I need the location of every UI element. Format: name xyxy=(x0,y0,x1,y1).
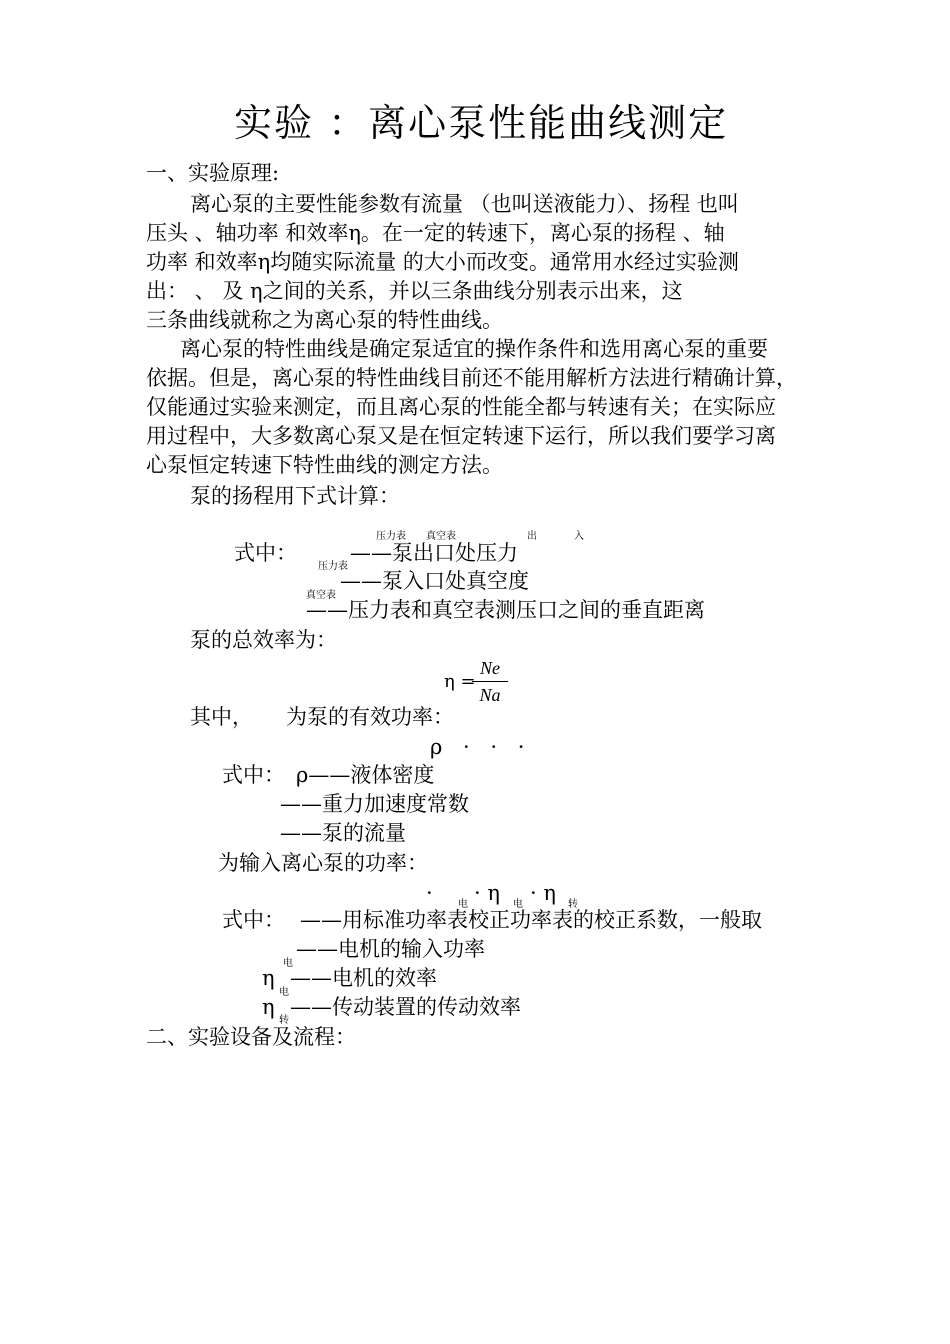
subscript-pressure-gauge: 压力表 xyxy=(318,561,348,572)
efficiency-fraction xyxy=(472,658,508,706)
text-line: 用过程中，大多数离心泵又是在恒定转速下运行，所以我们要学习离 xyxy=(146,424,776,448)
effective-power-desc: 为泵的有效功率： xyxy=(286,705,454,729)
subscript-transmission: 转 xyxy=(279,1015,289,1026)
head-formula-intro: 泵的扬程用下式计算： xyxy=(190,484,400,508)
eta-transmission-symbol: η xyxy=(262,995,275,1019)
section-heading-principle: 一、实验原理: xyxy=(146,161,280,185)
where-label-2: 式中： xyxy=(222,763,285,787)
definition-motor-efficiency: ——电机的效率 xyxy=(290,966,437,990)
fraction-denominator: Na xyxy=(479,685,501,705)
text-line: 心泵恒定转速下特性曲线的测定方法。 xyxy=(146,453,503,477)
text-line: 离心泵的特性曲线是确定泵适宜的操作条件和选用离心泵的重要 xyxy=(180,337,768,361)
efficiency-intro: 泵的总效率为： xyxy=(190,628,337,652)
definition-correction-factor: ——用标准功率表校正功率表的校正系数，一般取 xyxy=(300,908,762,932)
subscript-inlet: 入 xyxy=(574,531,584,542)
page-title: 实验 ：离心泵性能曲线测定 xyxy=(234,101,729,145)
definition-transmission-efficiency: ——传动装置的传动效率 xyxy=(290,995,521,1019)
text-line: 出： 、 及 η之间的关系，并以三条曲线分别表示出来，这 xyxy=(146,279,683,303)
text-line: 功率 和效率η均随实际流量 的大小而改变。通常用水经过实验测 xyxy=(146,250,739,274)
input-power-formula-eta-t: · η xyxy=(530,881,556,905)
subscript-vacuum-gauge: 真空表 xyxy=(426,531,456,542)
text-line: 仅能通过实验来测定，而且离心泵的性能全都与转速有关；在实际应 xyxy=(146,395,776,419)
definition-gravity: ——重力加速度常数 xyxy=(280,792,469,816)
text-line: 三条曲线就称之为离心泵的特性曲线。 xyxy=(146,308,503,332)
definition-outlet-pressure: ——泵出口处压力 xyxy=(350,541,518,565)
subscript-motor: 电 xyxy=(279,987,289,998)
definition-flow: ——泵的流量 xyxy=(280,821,406,845)
definition-vertical-distance: ——压力表和真空表测压口之间的垂直距离 xyxy=(306,598,705,622)
subscript-vacuum-gauge: 真空表 xyxy=(306,590,336,601)
efficiency-lhs: η = xyxy=(444,671,476,692)
input-power-intro: 为输入离心泵的功率： xyxy=(218,851,428,875)
qizhong-label: 其中， xyxy=(190,705,253,729)
where-label-3: 式中： xyxy=(222,908,285,932)
eta-motor-symbol: η xyxy=(262,966,275,990)
definition-motor-input-power: ——电机的输入功率 xyxy=(296,937,485,961)
subscript-transmission: 转 xyxy=(568,899,578,910)
subscript-motor: 电 xyxy=(458,899,468,910)
subscript-motor: 电 xyxy=(283,958,293,969)
subscript-pressure-gauge: 压力表 xyxy=(376,531,406,542)
text-line: 依据。但是，离心泵的特性曲线目前还不能用解析方法进行精确计算， xyxy=(146,366,797,390)
definition-inlet-vacuum: ——泵入口处真空度 xyxy=(340,569,529,593)
effective-power-formula: ρ · · · xyxy=(430,735,525,759)
definition-density: ρ——液体密度 xyxy=(296,763,435,787)
input-power-formula-eta-e: · η xyxy=(474,881,500,905)
subscript-outlet: 出 xyxy=(527,531,537,542)
section-heading-equipment: 二、实验设备及流程： xyxy=(146,1025,356,1049)
input-power-formula-dot: · xyxy=(426,881,433,905)
text-line: 压头 、轴功率 和效率η。在一定的转速下，离心泵的扬程 、轴 xyxy=(146,221,725,245)
subscript-motor: 电 xyxy=(513,899,523,910)
where-label-1: 式中： xyxy=(234,541,297,565)
fraction-numerator: Ne xyxy=(472,658,508,682)
text-line: 离心泵的主要性能参数有流量 （也叫送液能力）、扬程 也叫 xyxy=(190,192,739,216)
